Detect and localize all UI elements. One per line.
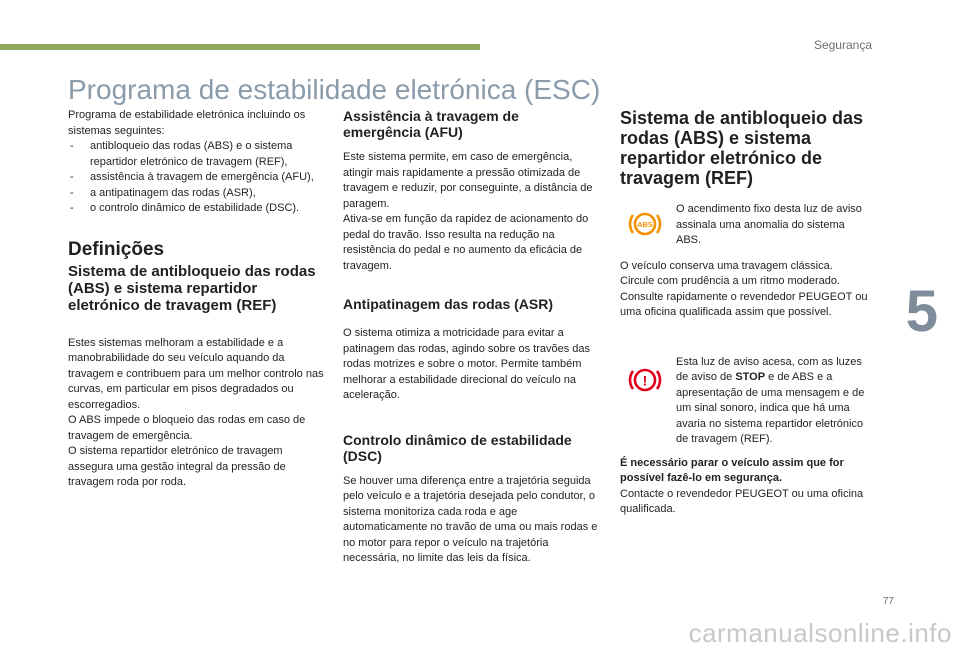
- definitions-heading: Definições: [68, 238, 165, 260]
- dsc-heading: Controlo dinâmico de estabilidade (DSC): [343, 431, 572, 464]
- chapter-number: 5: [905, 279, 938, 344]
- stop-icon-label: !: [642, 372, 648, 388]
- systems-list: [68, 139, 326, 217]
- ref-warning-text: [670, 355, 870, 448]
- watermark: carmanualsonline.info: [688, 618, 952, 648]
- asr-heading: Antipatinagem das rodas (ASR): [343, 296, 554, 312]
- list-item: - o controlo dinâmico de estabilidade (DSC).: [68, 201, 326, 217]
- list-item: - assistência à travagem de emergência (AFU),: [68, 170, 326, 186]
- column-right: [620, 108, 870, 518]
- asr-paragraph: O sistema otimiza a motricidade para evitar a patinagem das rodas, agindo sobre os travões das rodas motrizes e sobre o motor. Permite também melhorar a estabilidade direcional do veículo na aceleração.: [343, 327, 591, 401]
- ref-text-part: e de ABS e a apresentação de uma mensagem e de um sinal sonoro, indica que há uma avaria no sistema repartidor eletrónico de travagem (REF).: [676, 371, 865, 445]
- ref-text-part: Esta luz de aviso acesa, com as luzes de aviso de: [676, 355, 862, 383]
- section-name: Segurança: [813, 38, 872, 52]
- brake-fault-icon: [620, 355, 670, 405]
- abs-paragraph: O ABS impede o bloqueio das rodas em caso de travagem de emergência.: [68, 414, 306, 442]
- abs-paragraph: O sistema repartidor eletrónico de travagem assegura uma gestão integral da pressão de travagem roda por roda.: [68, 445, 286, 488]
- stop-label: STOP: [735, 371, 766, 383]
- afu-heading: Assistência à travagem de emergência (AFU): [343, 108, 519, 140]
- page-title: Programa de estabilidade eletrónica (ESC): [68, 74, 601, 105]
- abs-system-heading: Sistema de antibloqueio das rodas (ABS) e sistema repartidor eletrónico de travagem (REF): [620, 108, 864, 188]
- abs-warning-icon: [620, 202, 670, 246]
- abs-follow-text: O veículo conserva uma travagem clássica. Circule com prudência a um ritmo moderado. Consulte rapidamente o revendedor PEUGEOT ou uma oficina qualificada assim que possível.: [620, 259, 868, 318]
- list-item: - antibloqueio das rodas (ABS) e o sistema repartidor eletrónico de travagem (REF),: [68, 139, 326, 170]
- contact-text: Contacte o revendedor PEUGEOT ou uma oficina qualificada.: [620, 487, 864, 515]
- dsc-paragraph: Se houver uma diferença entre a trajetória seguida pelo veículo e a trajetória desejada pelo condutor, o sistema monitoriza cada roda e age automaticamente no travão de uma ou mais rodas e no motor para repor o veículo na trajetória necessária, no limite das leis da física.: [343, 474, 598, 564]
- stop-instruction: É necessário parar o veículo assim que for possível fazê-lo em segurança.: [620, 456, 844, 484]
- intro-text: Programa de estabilidade eletrónica incluindo os sistemas seguintes:: [68, 109, 306, 137]
- accent-bar: [0, 44, 480, 50]
- ref-warning-block: [620, 355, 870, 448]
- column-left: [68, 108, 326, 491]
- abs-paragraph: Estes sistemas melhoram a estabilidade e a manobrabilidade do seu veículo aquando da travagem e contribuem para um melhor controlo nas curvas, em particular em pisos degradados ou escorregadios.: [68, 336, 324, 411]
- abs-ref-heading: Sistema de antibloqueio das rodas (ABS) e sistema repartidor eletrónico de travagem (REF): [68, 262, 316, 314]
- list-item: - a antipatinagem das rodas (ASR),: [68, 186, 326, 202]
- abs-warning-block: [620, 202, 870, 249]
- afu-paragraph: Ativa-se em função da rapidez de acionamento do pedal do travão. Isso resulta na redução na resistência do pedal e no aumento da eficácia de travagem.: [343, 213, 589, 272]
- abs-icon-label: ABS: [637, 220, 653, 229]
- abs-warning-text: O acendimento fixo desta luz de aviso assinala uma anomalia do sistema ABS.: [676, 203, 862, 246]
- page-number: 77: [882, 596, 894, 607]
- column-middle: [343, 108, 600, 567]
- afu-paragraph: Este sistema permite, em caso de emergência, atingir mais rapidamente a pressão otimizada de travagem e reduzir, por conseguinte, a distância de paragem.: [343, 151, 593, 210]
